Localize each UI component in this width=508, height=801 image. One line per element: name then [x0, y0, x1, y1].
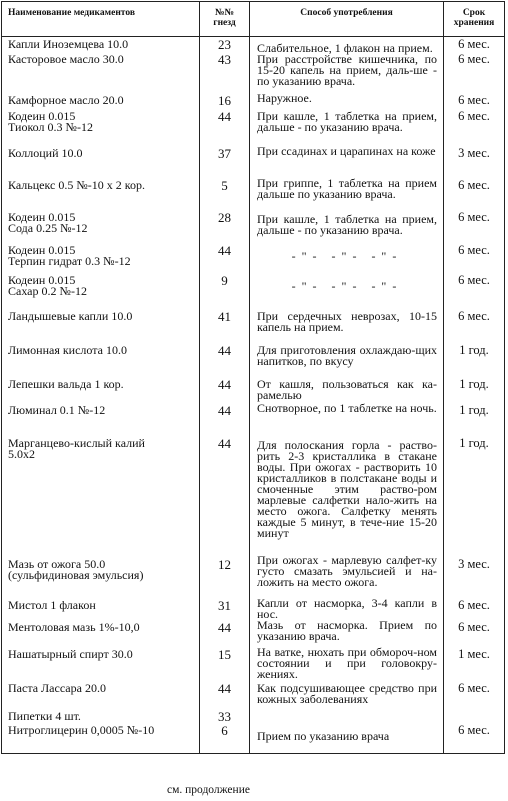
- usage-instructions: Как подсушивающее средство при кожных заболеваниях: [250, 683, 444, 711]
- table-row: [2, 373, 505, 403]
- medicine-name: Капли Иноземцева 10.0: [2, 37, 200, 55]
- medicine-name: Кодеин 0.015 Сахар 0.2 №-12: [2, 275, 200, 307]
- medicine-name: Кальцекс 0.5 №-10 x 2 кор.: [2, 178, 200, 210]
- slot-number: 31: [200, 598, 250, 620]
- slot-number: 9: [200, 275, 250, 307]
- shelf-life: 3 мес.: [444, 144, 505, 178]
- medicine-name: Нитроглицерин 0,0005 №-10: [2, 725, 200, 753]
- shelf-life: 6 мес.: [444, 725, 505, 753]
- table-row: [2, 111, 505, 144]
- medicine-name: Кодеин 0.015 Терпин гидрат 0.3 №-12: [2, 245, 200, 275]
- shelf-life: 6 мес.: [444, 275, 505, 307]
- slot-number: 23: [200, 37, 250, 55]
- slot-number: 6: [200, 725, 250, 753]
- shelf-life: 6 мес.: [444, 54, 505, 91]
- shelf-life: 6 мес.: [444, 111, 505, 144]
- shelf-life: 6 мес.: [444, 37, 505, 55]
- slot-number: 28: [200, 210, 250, 245]
- header-row: [2, 2, 505, 37]
- table-row: [2, 210, 505, 245]
- slot-number: 44: [200, 683, 250, 711]
- medicine-name: Мистол 1 флакон: [2, 598, 200, 620]
- medicine-name: Коллоций 10.0: [2, 144, 200, 178]
- medicine-name: Пипетки 4 шт.: [2, 711, 200, 725]
- table-row: [2, 275, 505, 307]
- slot-number: 44: [200, 111, 250, 144]
- table-row: [2, 54, 505, 91]
- medicine-name: Мазь от ожога 50.0 (сульфидиновая эмульсия): [2, 555, 200, 598]
- shelf-life: 6 мес.: [444, 307, 505, 341]
- table-row: [2, 178, 505, 210]
- usage-instructions: Для приготовления охлаждаю-щих напитков, по вкусу: [250, 341, 444, 373]
- slot-number: 44: [200, 403, 250, 436]
- table-row: [2, 683, 505, 711]
- table-row: [2, 620, 505, 643]
- slot-number: 44: [200, 373, 250, 403]
- medicine-name: Марганцево-кислый калий 5.0x2: [2, 436, 200, 555]
- slot-number: 33: [200, 711, 250, 725]
- usage-instructions: Прием по указанию врача: [250, 725, 444, 753]
- continued-note: см. продолжение: [167, 784, 250, 796]
- usage-instructions: При расстройстве кишечника, по 15-20 капель на прием, даль-ше - по указанию врача.: [250, 54, 444, 91]
- usage-instructions: Слабительное, 1 флакон на прием.: [250, 37, 444, 55]
- usage-instructions: Для полоскания горла - раство-рить 2-3 кристаллика в стакане воды. При ожогах - растворить 10 кристалликов в полстакане воды и смоченные этим раство-ром марлевые салфетки нало-жить на место ожога. Салфетку менять каждые 5 минут, в тече-ние 15-20 минут: [250, 436, 444, 555]
- usage-instructions: Мазь от насморка. Прием по указанию врача.: [250, 620, 444, 643]
- table-row: [2, 725, 505, 753]
- usage-instructions: При кашле, 1 таблетка на прием, дальше - по указанию врача.: [250, 210, 444, 245]
- medicine-name: Лимонная кислота 10.0: [2, 341, 200, 373]
- shelf-life: 6 мес.: [444, 245, 505, 275]
- header-page: [200, 2, 250, 37]
- usage-instructions: [250, 711, 444, 725]
- slot-number: 43: [200, 54, 250, 91]
- shelf-life: 6 мес.: [444, 620, 505, 643]
- usage-instructions: -"- -"- -"-: [250, 275, 444, 307]
- usage-instructions: Снотворное, по 1 таблетке на ночь.: [250, 403, 444, 436]
- usage-instructions: На ватке, нюхать при обмороч-ном состоянии и при головокру-жениях.: [250, 643, 444, 683]
- table-row: [2, 91, 505, 111]
- slot-number: 5: [200, 178, 250, 210]
- shelf-life: 1 год.: [444, 341, 505, 373]
- table-row: [2, 555, 505, 598]
- usage-instructions: -"- -"- -"-: [250, 245, 444, 275]
- table-row: [2, 643, 505, 683]
- header-name: Наименование медикаментов: [2, 2, 200, 37]
- medicine-name: Камфорное масло 20.0: [2, 91, 200, 111]
- header-use: Способ употребления: [250, 2, 444, 37]
- shelf-life: 6 мес.: [444, 598, 505, 620]
- medicine-name: Паста Лассара 20.0: [2, 683, 200, 711]
- slot-number: 44: [200, 245, 250, 275]
- usage-instructions: От кашля, пользоваться как ка-рамелью: [250, 373, 444, 403]
- usage-instructions: При гриппе, 1 таблетка на прием дальше по указанию врача.: [250, 178, 444, 210]
- table-row: [2, 403, 505, 436]
- table-row: [2, 245, 505, 275]
- medicine-name: Касторовое масло 30.0: [2, 54, 200, 91]
- shelf-life: 6 мес.: [444, 683, 505, 711]
- slot-number: 12: [200, 555, 250, 598]
- slot-number: 37: [200, 144, 250, 178]
- table-row: [2, 598, 505, 620]
- shelf-life: 3 мес.: [444, 555, 505, 598]
- header-page-text: №№ гнезд: [213, 8, 236, 28]
- table-row: [2, 144, 505, 178]
- shelf-life: 1 год.: [444, 436, 505, 555]
- usage-instructions: Наружное.: [250, 91, 444, 111]
- shelf-life: 6 мес.: [444, 178, 505, 210]
- medicine-name: Кодеин 0.015 Сода 0.25 №-12: [2, 210, 200, 245]
- usage-instructions: При кашле, 1 таблетка на прием, дальше - по указанию врача.: [250, 111, 444, 144]
- slot-number: 44: [200, 436, 250, 555]
- shelf-life: 1 мес.: [444, 643, 505, 683]
- medicine-name: Лепешки вальда 1 кор.: [2, 373, 200, 403]
- medicine-table: [1, 1, 505, 754]
- shelf-life: 6 мес.: [444, 91, 505, 111]
- table-row: [2, 341, 505, 373]
- medicine-name: Нашатырный спирт 30.0: [2, 643, 200, 683]
- usage-instructions: Капли от насморка, 3-4 капли в нос.: [250, 598, 444, 620]
- medicine-name: Ментоловая мазь 1%-10,0: [2, 620, 200, 643]
- header-term: [444, 2, 505, 37]
- shelf-life: 6 мес.: [444, 210, 505, 245]
- medicine-name: Люминал 0.1 №-12: [2, 403, 200, 436]
- shelf-life: 1 год.: [444, 373, 505, 403]
- slot-number: 41: [200, 307, 250, 341]
- usage-instructions: При ожогах - марлевую салфет-ку густо смазать эмульсией и на-ложить на место ожога.: [250, 555, 444, 598]
- medicine-name: Ландышевые капли 10.0: [2, 307, 200, 341]
- table-row: [2, 307, 505, 341]
- slot-number: 44: [200, 620, 250, 643]
- shelf-life: 1 год.: [444, 403, 505, 436]
- usage-instructions: При сердечных неврозах, 10-15 капель на прием.: [250, 307, 444, 341]
- slot-number: 15: [200, 643, 250, 683]
- slot-number: 44: [200, 341, 250, 373]
- table-row: [2, 436, 505, 555]
- slot-number: 16: [200, 91, 250, 111]
- header-term-text: Срок хранения: [453, 8, 495, 28]
- medicine-name: Кодеин 0.015 Тиокол 0.3 №-12: [2, 111, 200, 144]
- usage-instructions: При ссадинах и царапинах на коже: [250, 144, 444, 178]
